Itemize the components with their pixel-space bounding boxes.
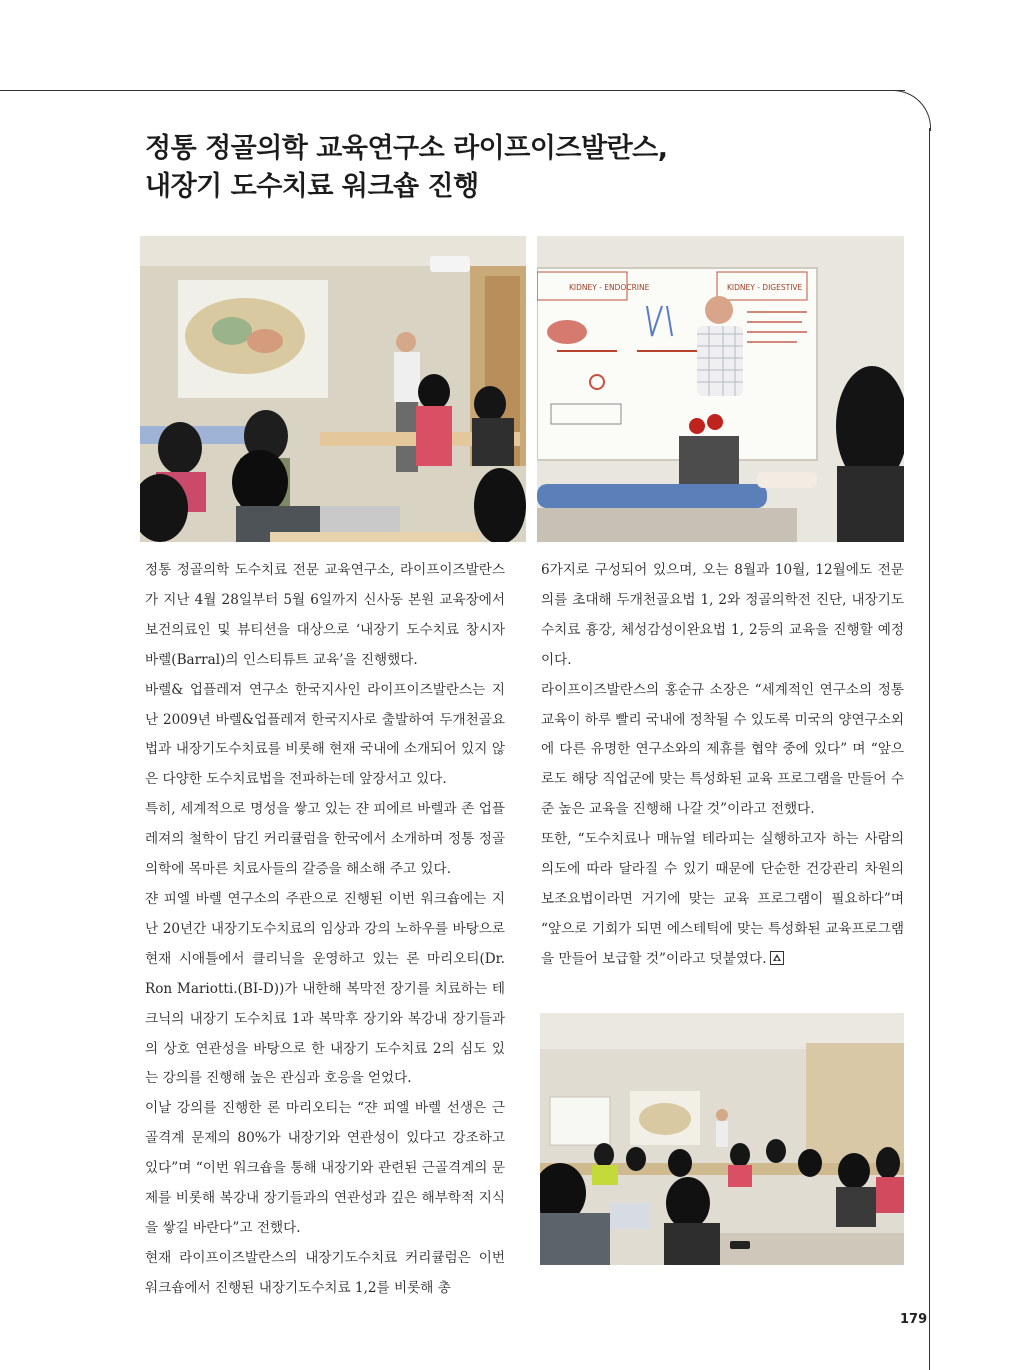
body-paragraph-text: 또한, “도수치료나 매뉴얼 테라피는 실행하고자 하는 사람의 의도에 따라 달라질 수 있기 때문에 단순한 건강관리 차원의 보조요법이라면 거기에 맞는 교육 프로그램이 필요하다”며 “앞으로 기회가 되면 에스테틱에 맞는 특성화된 교육프로그램을 만들어 보급할 것”이라고 덧붙였다.	[541, 831, 904, 967]
photo-icon	[140, 236, 526, 542]
body-paragraph: 쟌 피엘 바렐 연구소의 주관으로 진행된 이번 워크숍에는 지난 20년간 내장기도수치료의 임상과 강의 노하우를 바탕으로 현재 시애틀에서 클리닉을 운영하고 있는 론 마리오티(Dr. Ron Mariotti.(BI-D))가 내한해 복막전 장기를 치료하는 테크닉의 내장기 도수치료 1과 복막후 장기와 복강내 장기들과의 상호 연관성을 바탕으로 한 내장기 도수치료 2의 심도 있는 강의를 진행해 높은 관심과 호응을 얻었다.	[145, 890, 505, 1087]
lecture-projection-photo	[140, 236, 526, 542]
page-frame-corner	[890, 90, 931, 131]
body-paragraph: 정통 정골의학 도수치료 전문 교육연구소, 라이프이즈발란스가 지난 4월 28일부터 5월 6일까지 신사동 본원 교육장에서 보건의료인 및 뷰티션을 대상으로 ‘내장기 도수치료 창시자 바렐(Barral)의 인스티튜트 교육’을 진행했다.	[145, 562, 505, 668]
body-paragraph: 6가지로 구성되어 있으며, 오는 8월과 10월, 12월에도 전문의를 초대해 두개천골요법 1, 2와 정골의학전 진단, 내장기도수치료 흉강, 체성감성이완요법 1, 2등의 교육을 진행할 예정이다.	[541, 562, 904, 668]
article-body-left-column	[145, 556, 505, 1304]
article-body-right-column	[541, 556, 904, 975]
instructor-whiteboard-photo	[537, 236, 904, 542]
body-paragraph: 특히, 세계적으로 명성을 쌓고 있는 쟌 피에르 바렐과 존 업플레져의 철학이 담긴 커리큘럼을 한국에서 소개하며 정통 정골의학에 목마른 치료사들의 갈증을 해소해 주고 있다.	[145, 801, 505, 878]
body-paragraph	[541, 825, 904, 975]
headline-line-1: 정통 정골의학 교육연구소 라이프이즈발란스,	[145, 133, 668, 164]
whiteboard-heading-left: KIDNEY - ENDOCRINE	[569, 283, 650, 292]
body-paragraph: 라이프이즈발란스의 홍순규 소장은 “세계적인 연구소의 정통교육이 하루 빨리 국내에 정착될 수 있도록 미국의 양연구소외에 다른 유명한 연구소와의 제휴를 협약 중에 있다” 며 “앞으로도 해당 직업군에 맞는 특성화된 교육 프로그램을 만들어 수준 높은 교육을 진행해 나갈 것”이라고 전했다.	[541, 681, 904, 818]
article-end-icon	[770, 951, 784, 965]
classroom-wide-photo	[540, 1013, 904, 1265]
article-headline	[145, 130, 865, 206]
photo-icon	[540, 1013, 904, 1265]
body-paragraph: 이날 강의를 진행한 론 마리오티는 “쟌 피엘 바렐 선생은 근골격계 문제의 80%가 내장기와 연관성이 있다고 강조하고 있다”며 “이번 워크숍을 통해 내장기와 관련된 근골격계의 문제를 비롯해 복강내 장기들과의 연관성과 깊은 해부학적 지식을 쌓길 바란다”고 전했다.	[145, 1100, 505, 1236]
page-frame-top-rule	[0, 90, 905, 91]
body-paragraph: 현재 라이프이즈발란스의 내장기도수치료 커리큘럼은 이번 워크숍에서 진행된 내장기도수치료 1,2를 비롯해 총	[145, 1249, 505, 1296]
page-frame-side-rule	[929, 128, 930, 1370]
headline-line-2: 내장기 도수치료 워크숍 진행	[145, 171, 479, 202]
whiteboard-heading-right: KIDNEY - DIGESTIVE	[727, 283, 803, 292]
photo-icon	[537, 236, 904, 542]
page-number: 179	[900, 1312, 928, 1327]
body-paragraph: 바렐& 업플레져 연구소 한국지사인 라이프이즈발란스는 지난 2009년 바렐&업플레져 한국지사로 출발하여 두개천골요법과 내장기도수치료를 비롯해 현재 국내에 소개되어 있지 않은 다양한 도수치료법을 전파하는데 앞장서고 있다.	[145, 681, 505, 788]
